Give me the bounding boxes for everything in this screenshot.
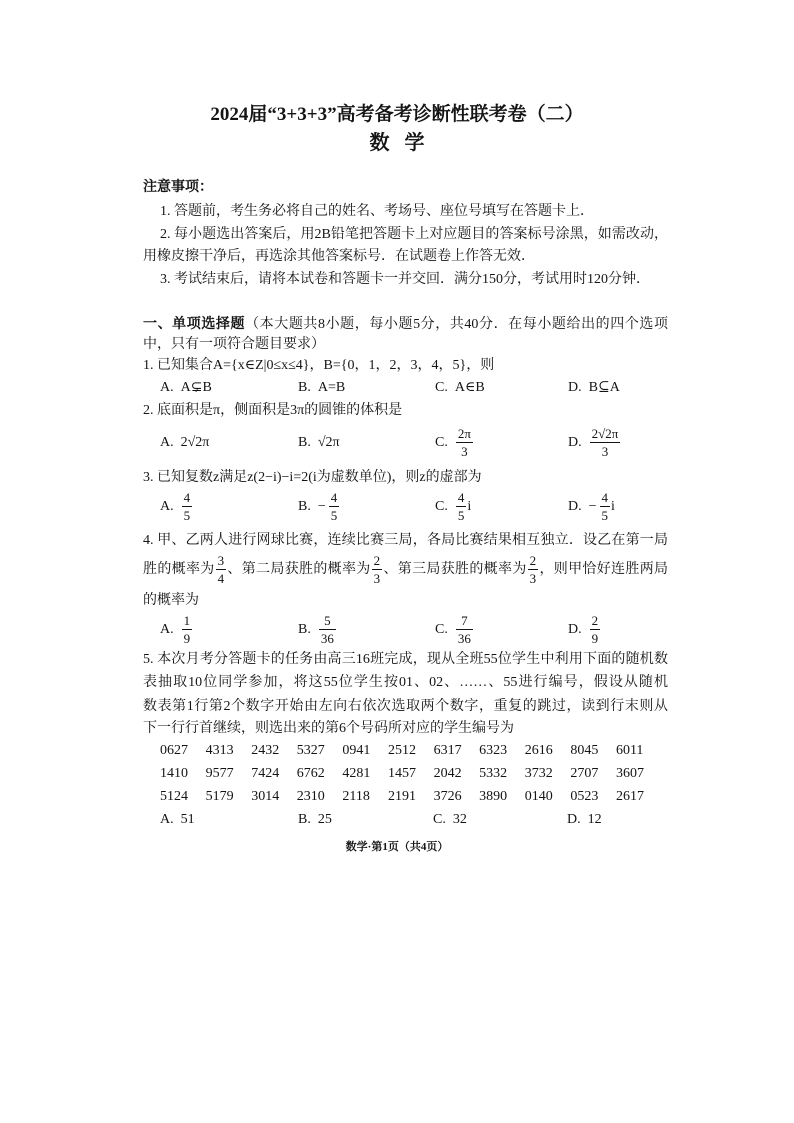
stem-text: 胜的概率为 (143, 562, 215, 577)
fraction-denominator: 4 (217, 571, 225, 587)
fraction (182, 614, 193, 645)
random-number-cell: 5179 (205, 789, 234, 804)
fraction-denominator: 36 (457, 631, 471, 647)
notice-line: 1. 答题前，考生务必将自己的姓名、考场号、座位号填写在答题卡上． (160, 204, 594, 219)
question-1-option-c (435, 377, 485, 399)
random-number-cell: 2707 (570, 766, 599, 781)
fraction (216, 554, 227, 585)
fraction-denominator: 5 (457, 508, 465, 524)
section-intro-line (143, 314, 668, 336)
option-label: D. (567, 812, 581, 827)
notice-line: 3. 考试结束后，请将本试卷和答题卡一并交回．满分150分，考试用时120分钟． (160, 272, 650, 287)
subject-title: 数 学 (369, 132, 425, 154)
fraction-denominator: 9 (591, 631, 599, 647)
question-1-option-a (160, 377, 212, 399)
imaginary-unit: i (467, 499, 472, 514)
random-number-cell: 3607 (615, 766, 644, 781)
random-number-cell: 9577 (205, 766, 234, 781)
question-4-stem-line: 的概率为 (143, 593, 199, 608)
fraction-denominator: 3 (590, 442, 621, 458)
fraction-numerator: 2 (591, 613, 599, 629)
random-number-cell: 2042 (433, 766, 462, 781)
random-number-cell: 3726 (433, 789, 462, 804)
random-number-cell: 1457 (387, 766, 416, 781)
question-5-stem-line: 5. 本次月考分答题卡的任务由高三16班完成，现从全班55位学生中利用下面的随机数 (143, 652, 668, 667)
question-3-option-b (298, 490, 340, 524)
question-3-option-a (160, 490, 193, 524)
fraction-numerator: 4 (183, 490, 191, 506)
question-5-stem-line: 表抽取10位同学参加，将这55位学生按01、02、……、55进行编号，假设从随机 (143, 675, 668, 690)
stem-text: ，则甲恰好连胜两局 (539, 562, 668, 577)
fraction-denominator: 9 (183, 631, 191, 647)
question-2-option-d (568, 426, 621, 460)
option-value: 12 (587, 812, 602, 827)
notice-heading: 注意事项： (143, 180, 213, 195)
fraction-denominator: 3 (529, 571, 537, 587)
section-heading: 一、单项选择题 (143, 317, 246, 332)
fraction-numerator: 4 (457, 490, 465, 506)
stem-text: 、第三局获胜的概率为 (383, 562, 527, 577)
random-number-cell: 2432 (251, 743, 280, 758)
fraction (456, 614, 473, 645)
question-4-option-b (298, 613, 337, 647)
question-2-options (0, 426, 794, 460)
question-2-option-a (160, 426, 209, 460)
random-number-cell: 3732 (524, 766, 553, 781)
random-number-cell: 5332 (479, 766, 508, 781)
option-label: A. (160, 499, 174, 514)
question-1-option-d (568, 377, 620, 399)
option-label: B. (298, 812, 311, 827)
question-4-option-d (568, 613, 601, 647)
option-label: A. (160, 812, 174, 827)
question-4-option-a (160, 613, 193, 647)
random-number-row (160, 786, 662, 808)
fraction (182, 491, 193, 522)
random-number-cell: 2616 (524, 743, 553, 758)
question-4-option-c (435, 613, 474, 647)
fraction-numerator: 4 (330, 490, 338, 506)
random-number-cell: 5327 (296, 743, 325, 758)
option-value: A⊊B (180, 380, 212, 395)
option-label: D. (568, 622, 582, 637)
question-2-option-b (298, 426, 340, 460)
option-label: D. (568, 435, 582, 450)
option-label: C. (435, 380, 448, 395)
option-label: A. (160, 622, 174, 637)
fraction (456, 427, 473, 458)
exam-title: 2024届“3+3+3”高考备考诊断性联考卷（二） (210, 104, 584, 125)
fraction (372, 554, 383, 585)
fraction-denominator: 5 (330, 508, 338, 524)
stem-text: 、第二局获胜的概率为 (227, 562, 371, 577)
minus-sign: − (588, 499, 597, 514)
option-value: B⊆A (588, 380, 620, 395)
fraction-denominator: 5 (601, 508, 609, 524)
notice-line: 2. 每小题选出答案后，用2B铅笔把答题卡上对应题目的答案标号涂黑，如需改动， (160, 227, 668, 242)
fraction (329, 491, 340, 522)
fraction (590, 427, 621, 458)
option-label: C. (435, 499, 448, 514)
question-4-stem-line: 4. 甲、乙两人进行网球比赛，连续比赛三局，各局比赛结果相互独立．设乙在第一局 (143, 533, 668, 548)
option-label: C. (435, 435, 448, 450)
imaginary-unit: i (611, 499, 615, 514)
option-label: C. (433, 812, 446, 827)
random-number-cell: 1410 (160, 766, 188, 781)
question-1-stem: 1. 已知集合A={x∈Z|0≤x≤4}，B={0，1，2，3，4，5}，则 (143, 358, 495, 373)
question-4-stem-line (143, 553, 668, 587)
minus-sign: − (317, 499, 326, 514)
option-label: B. (298, 622, 311, 637)
option-value: A∈B (454, 380, 485, 395)
question-5-options (0, 809, 794, 831)
question-5-option-a (160, 809, 195, 831)
question-2-stem: 2. 底面积是π，侧面积是3π的圆锥的体积是 (143, 403, 403, 418)
page-footer: 数学·第1页（共4页） (345, 841, 449, 853)
question-5-option-b (298, 809, 332, 831)
question-3-stem: 3. 已知复数z满足z(2−i)−i=2(i为虚数单位)，则z的虚部为 (143, 470, 482, 485)
section-description: （本大题共8小题，每小题5分，共40分．在每小题给出的四个选项 (245, 317, 668, 332)
random-number-cell: 5124 (160, 789, 188, 804)
random-number-cell: 4313 (205, 743, 234, 758)
option-label: B. (298, 380, 311, 395)
section-description: 中，只有一项符合题目要求） (143, 337, 325, 352)
question-5-stem-line: 下一行行首继续，则选出来的第6个号码所对应的学生编号为 (143, 721, 514, 736)
random-number-cell: 0523 (570, 789, 599, 804)
fraction (456, 491, 467, 522)
fraction (528, 554, 539, 585)
random-number-cell: 6011 (615, 743, 644, 758)
question-5-stem-line: 数表第1行第2个数字开始由左向右依次选取两个数字，重复的跳过，读到行末则从 (143, 699, 668, 714)
fraction-denominator: 3 (373, 571, 381, 587)
random-number-cell: 3890 (479, 789, 508, 804)
fraction (319, 614, 336, 645)
fraction-numerator: 1 (183, 613, 191, 629)
fraction-numerator: 2√2π (591, 426, 619, 442)
random-number-cell: 2118 (342, 789, 370, 804)
option-value: √2π (317, 435, 340, 450)
option-value: 25 (317, 812, 332, 827)
question-2-option-c (435, 426, 474, 460)
fraction-numerator: 4 (601, 490, 609, 506)
question-1-option-b (298, 377, 345, 399)
option-label: B. (298, 499, 311, 514)
option-label: D. (568, 499, 582, 514)
question-3-option-c (435, 490, 471, 524)
random-number-cell: 3014 (251, 789, 280, 804)
random-number-cell: 6323 (479, 743, 508, 758)
fraction-numerator: 2 (529, 553, 537, 569)
option-value: 32 (452, 812, 467, 827)
random-number-cell: 4281 (342, 766, 371, 781)
fraction-numerator: 3 (217, 553, 225, 569)
random-number-cell: 6762 (296, 766, 325, 781)
notice-line: 用橡皮擦干净后，再选涂其他答案标号．在试题卷上作答无效． (143, 249, 535, 264)
fraction (600, 491, 611, 522)
option-label: B. (298, 435, 311, 450)
random-number-cell: 7424 (251, 766, 280, 781)
option-label: D. (568, 380, 582, 395)
option-value: 2√2π (180, 435, 210, 450)
random-number-cell: 6317 (433, 743, 462, 758)
question-3-option-d (568, 490, 615, 524)
fraction (590, 614, 601, 645)
random-number-cell: 0627 (160, 743, 188, 758)
random-number-cell: 2310 (296, 789, 325, 804)
question-1-options (0, 377, 794, 399)
random-number-cell: 2191 (387, 789, 416, 804)
fraction-numerator: 2π (457, 426, 471, 442)
random-number-cell: 8045 (570, 743, 599, 758)
random-number-cell: 0941 (342, 743, 371, 758)
random-number-cell: 2512 (387, 743, 416, 758)
random-number-row (160, 740, 662, 762)
fraction-numerator: 5 (324, 613, 331, 629)
fraction-denominator: 36 (320, 631, 334, 647)
fraction-denominator: 3 (456, 442, 473, 458)
option-value: A=B (317, 380, 346, 395)
random-number-cell: 0140 (524, 789, 553, 804)
question-4-options (0, 613, 794, 647)
random-number-cell: 2617 (615, 789, 644, 804)
question-3-options (0, 490, 794, 524)
fraction-denominator: 5 (183, 508, 191, 524)
fraction-numerator: 2 (373, 553, 381, 569)
question-5-option-d (567, 809, 602, 831)
option-label: A. (160, 380, 174, 395)
fraction-numerator: 7 (461, 613, 468, 629)
random-number-row (160, 763, 662, 785)
option-label: C. (435, 622, 448, 637)
option-value: 51 (180, 812, 195, 827)
option-label: A. (160, 435, 174, 450)
question-5-option-c (433, 809, 467, 831)
